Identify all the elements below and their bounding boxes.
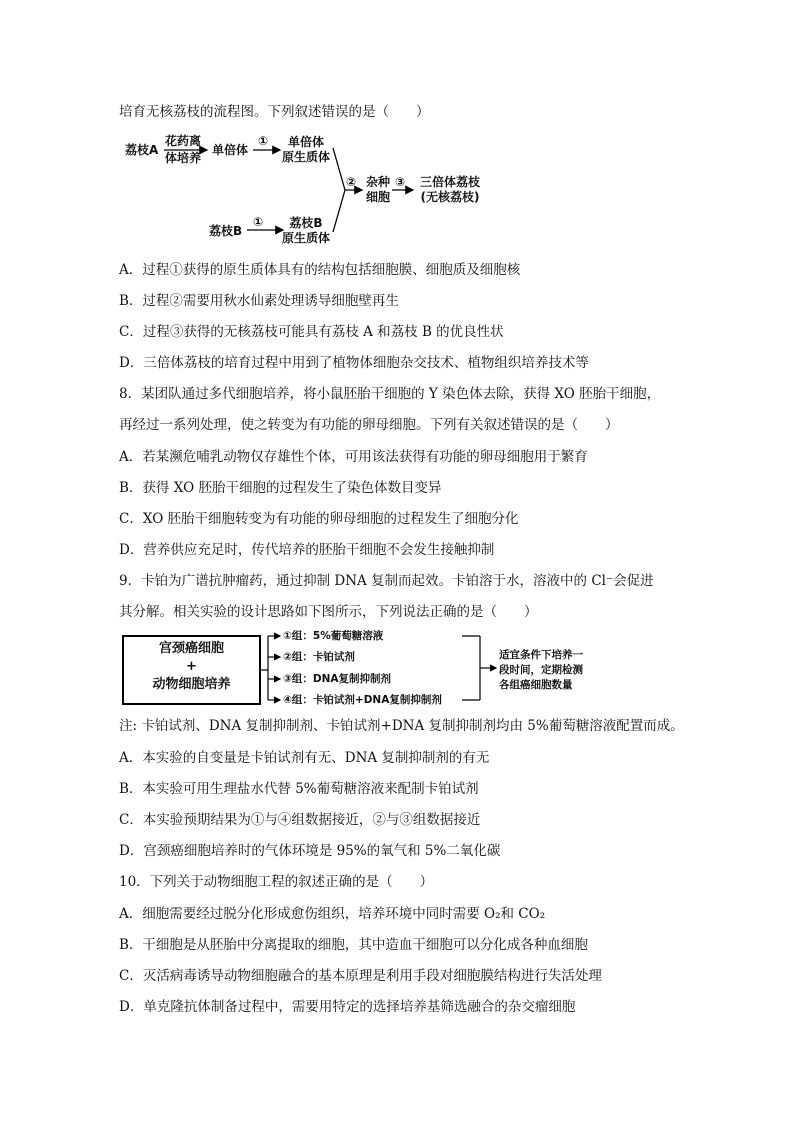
b-protoplast-label-1: 荔枝B: [289, 216, 323, 230]
group-4-label: ④组：卡铂试剂+DNA复制抑制剂: [283, 694, 442, 706]
anther-culture-label-2: 体培养: [165, 151, 202, 165]
q8-option-c: C．XO 胚胎干细胞转变为有功能的卵母细胞的过程发生了细胞分化: [119, 511, 519, 527]
step1-top-label: ①: [258, 134, 269, 148]
triploid-label-1: 三倍体荔枝: [419, 175, 480, 189]
result-line-3: 各组癌细胞数量: [499, 679, 573, 691]
q9-option-a: A．本实验的自变量是卡铂试剂有无、DNA 复制抑制剂的有无: [119, 750, 490, 766]
result-line-2: 段时间，定期检测: [499, 664, 583, 676]
hybrid-cell-label-1: 杂种: [365, 175, 390, 189]
group-3-label: ③组：DNA复制抑制剂: [283, 673, 392, 685]
q7-option-c: C．过程③获得的无核荔枝可能具有荔枝 A 和荔枝 B 的优良性状: [119, 324, 504, 340]
q7-option-a: A．过程①获得的原生质体具有的结构包括细胞膜、细胞质及细胞核: [119, 262, 521, 278]
q10-stem: 10．下列关于动物细胞工程的叙述正确的是（ ）: [119, 874, 434, 890]
q10-option-a: A．细胞需要经过脱分化形成愈伤组织，培养环境中同时需要 O₂和 CO₂: [119, 906, 546, 922]
q9-stem-line-1: 9．卡铂为广谱抗肿瘤药，通过抑制 DNA 复制而起效。卡铂溶于水，溶液中的 Cl⁻会促进: [119, 573, 654, 589]
q10-option-d: D．单克隆抗体制备过程中，需要用特定的选择培养基筛选融合的杂交瘤细胞: [119, 999, 576, 1015]
b-protoplast-label-2: 原生质体: [281, 231, 330, 245]
q10-option-b: B．干细胞是从胚胎中分离提取的细胞，其中造血干细胞可以分化成各种血细胞: [119, 937, 588, 953]
q8-option-d: D．营养供应充足时，传代培养的胚胎干细胞不会发生接触抑制: [119, 542, 495, 558]
q9-option-d: D．宫颈癌细胞培养时的气体环境是 95%的氧气和 5%二氧化碳: [119, 843, 501, 859]
q8-stem-line-2: 再经过一系列处理，使之转变为有功能的卵母细胞。下列有关叙述错误的是（ ）: [119, 417, 619, 433]
culture-box-line-2: +: [186, 659, 197, 674]
q8-option-b: B．获得 XO 胚胎干细胞的过程发生了染色体数目变异: [119, 480, 442, 496]
haploid-label: 单倍体: [212, 143, 249, 157]
q7-option-b: B．过程②需要用秋水仙素处理诱导细胞壁再生: [119, 293, 399, 309]
anther-culture-label-1: 花药离: [165, 134, 202, 148]
haploid-protoplast-label-2: 原生质体: [281, 150, 330, 164]
haploid-protoplast-label-1: 单倍体: [287, 135, 324, 149]
step3-label: ③: [395, 175, 406, 189]
q9-stem-line-2: 其分解。相关实验的设计思路如下图所示，下列说法正确的是（ ）: [119, 604, 538, 620]
step1-bottom-label: ①: [253, 215, 264, 229]
step2-label: ②: [346, 175, 357, 189]
group-1-label: ①组：5%葡萄糖溶液: [283, 630, 384, 642]
q7-option-d: D．三倍体荔枝的培育过程中用到了植物体细胞杂交技术、植物组织培养技术等: [119, 355, 589, 371]
q8-stem-line-1: 8．某团队通过多代细胞培养，将小鼠胚胎干细胞的 Y 染色体去除，获得 XO 胚胎干细胞，: [119, 386, 661, 402]
triploid-label-2: (无核荔枝): [420, 190, 480, 204]
culture-box-line-3: 动物细胞培养: [152, 677, 231, 692]
litchi-b-label: 荔枝B: [209, 224, 243, 238]
q8-option-a: A．若某濒危哺乳动物仅存雄性个体，可用该法获得有功能的卵母细胞用于繁育: [119, 449, 588, 465]
hybrid-cell-label-2: 细胞: [365, 190, 390, 204]
culture-box-line-1: 宫颈癌细胞: [158, 641, 224, 656]
group-2-label: ②组：卡铂试剂: [283, 651, 355, 663]
q9-note: 注: 卡铂试剂、DNA 复制抑制剂、卡铂试剂+DNA 复制抑制剂均由 5%葡萄糖溶液配置而成。: [119, 718, 684, 734]
litchi-a-label: 荔枝A: [125, 143, 159, 157]
q9-option-c: C．本实验预期结果为①与④组数据接近，②与③组数据接近: [119, 812, 481, 828]
result-line-1: 适宜条件下培养一: [499, 649, 583, 661]
q10-option-c: C．灭活病毒诱导动物细胞融合的基本原理是利用手段对细胞膜结构进行失活处理: [119, 968, 602, 984]
q7-intro: 培育无核荔枝的流程图。下列叙述错误的是（ ）: [119, 104, 430, 120]
q9-option-b: B．本实验可用生理盐水代替 5%葡萄糖溶液来配制卡铂试剂: [119, 781, 479, 797]
